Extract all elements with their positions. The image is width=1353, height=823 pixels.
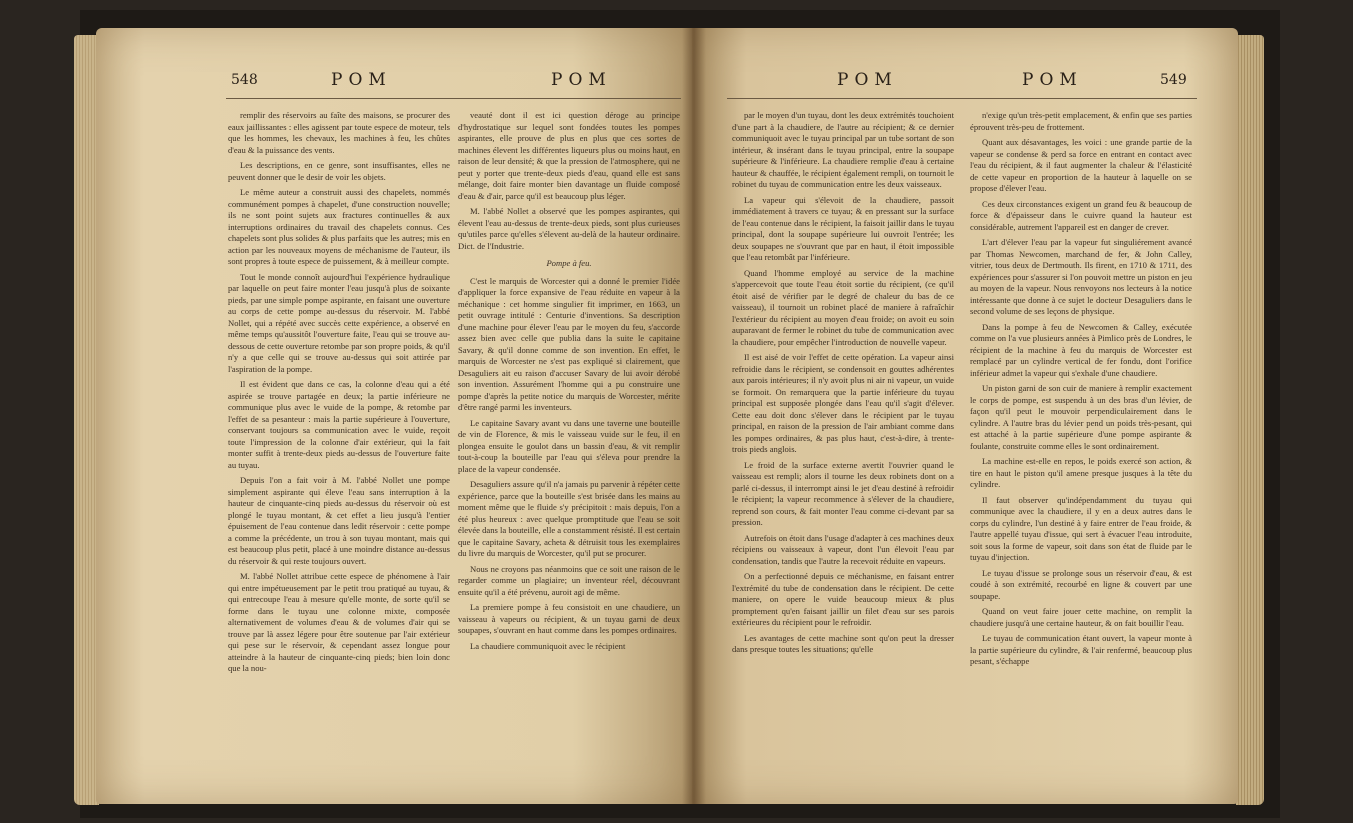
paragraph: Le tuyau d'issue se prolonge sous un réservoir d'eau, & est coudé à son extrémité, recourbé en ligne & couvert par une soupape. [970,567,1192,601]
paragraph: Dans la pompe à feu de Newcomen & Calley, exécutée comme on l'a vue plusieurs années à Pimlico près de Londres, le récipient de la machine à feu du marquis de Worcester est remplacé par un cylindre vertical de fer fondu, dont l'orifice inférieur admet la vapeur qui s'exhale d'une chaudiere. [970,321,1192,378]
paragraph: n'exige qu'un très-petit emplacement, & enfin que ses parties éprouvent très-peu de frottement. [970,110,1192,132]
paragraph: Il faut observer qu'indépendamment du tuyau qui communique avec la chaudiere, il y en a deux autres dans le corps du cylindre, l'un destiné à y faire entrer de l'eau froide, & l'autre appellé tuyau d'issue, qui sert à évacuer l'eau introduite, soit sous la forme de vapeur, soit dans son état de fluide par le tuyau d'injection. [970,494,1192,562]
paragraph: Ces deux circonstances exigent un grand feu & beaucoup de force & d'épaisseur dans le cuivre quand la hauteur est considérable, autrement l'appareil est en danger de crever. [970,198,1192,232]
gutter-shadow [682,28,706,804]
text-column-2 [458,110,680,804]
paragraph: veauté dont il est ici question déroge au principe d'hydrostatique sur lequel sont fondées toutes les pompes aspirantes, elle prouve de plus en plus que ces sortes de machines élevent les différentes liqueurs plus ou moins haut, en raison de leur densité; & que la pression de l'atmosphere, qui ne peut y porter que trente-deux pieds d'eau, quand elle est sans mélange, doit faire monter bien davantage un fluide composé d'eau & d'air, parce qu'il est beaucoup plus léger. [458,110,680,201]
paragraph: Tout le monde connoît aujourd'hui l'expérience hydraulique par laquelle on peut faire monter l'eau jusqu'à plus de soixante pieds, par une simple pompe aspirante, en faisant une ouverture au corps de cette pompe au-dessus du réservoir. M. l'abbé Nollet, qui a répété avec succès cette expérience, a observé en même temps qu'aussitôt l'ouverture faite, l'eau qui se trouve au-dessous de cette ouverture retombe par son propre poids, & qu'il n'y a que celle qui se trouve au-dessus qui soit attirée par l'aspiration de la pompe. [228,271,450,374]
paragraph: Il est évident que dans ce cas, la colonne d'eau qui a été aspirée se trouve partagée en deux; la partie inférieure ne communique plus avec le vuide de la pompe, & retombe par l'effet de sa pesanteur : mais la partie supérieure à l'ouverture, conservant toujours sa communication avec le vuide, reçoit toute l'impression de la colonne d'air extérieur, qui la fait monter suffit à trente-deux pieds au-dessus de l'ouverture faite au tuyau. [228,379,450,470]
paragraph: M. l'abbé Nollet attribue cette espece de phénomene à l'air qui entre impétueusement par le petit trou pratiqué au tuyau, & qui entrecoupe l'eau à mesure qu'elle monte, de sorte qu'il se forme dans le tuyau une colonne mixte, composée alternativement de volumes d'eau & de volumes d'air qui se trouve par là assez légere pour être soutenue par l'air extérieur qui pese sur le réservoir, & cependant assez longue pour atteindre à la hauteur de cinquante-cinq pieds; bien loin donc que la nou- [228,571,450,673]
paragraph: Il est aisé de voir l'effet de cette opération. La vapeur ainsi refroidie dans le récipient, se condensoit en gouttes adhérentes aux parois intérieures; il n'y avoit plus ni air ni vapeur, un vuide se formoit. On remarquera que la partie inférieure du tuyau principal est supposée plongée dans l'eau qu'il s'agit d'élever. Cette eau doit donc s'élever dans le récipient par le tuyau principal, en raison de la pression de l'air ambiant comme dans les pompes ordinaires, & pas plus haut, c'est-à-dire, à trente-trois pieds anglois. [732,352,954,454]
header-rule [727,98,1197,99]
page-number: 549 [1160,72,1187,88]
running-header-left: POM [331,70,392,90]
paragraph: La vapeur qui s'élevoit de la chaudiere, passoit immédiatement à travers ce tuyau; & en pressant sur la surface de l'eau contenue dans le récipient, la faisoit jaillir dans le tuyau principal, dont la soupape supérieure lui ouvroit l'entrée; les deux soupapes ne s'ouvrant que par en haut, il étoit impossible que l'eau retombât par l'inférieure. [732,194,954,262]
section-heading: Pompe à feu. [546,258,592,268]
text-column-2 [970,110,1192,804]
paragraph: Quant aux désavantages, les voici : une grande partie de la vapeur se condense & perd sa force en entrant en contact avec l'eau du récipient, & il faut augmenter la chaleur & l'élasticité de cette vapeur en proportion de la hauteur à laquelle on se propose d'élever l'eau. [970,137,1192,193]
right-page [692,28,1238,804]
running-header-left: POM [837,70,898,90]
text-column-1 [228,110,450,804]
paragraph: La chaudiere communiquoit avec le récipient [470,640,626,651]
paragraph: remplir des réservoirs au faîte des maisons, se procurer des eaux jaillissantes : elles agissent par toute espece de moteur, tels que les hommes, les chevaux, les machines à feu, les chûtes d'eau & la puissance des vents. [228,110,450,155]
paragraph: Le tuyau de communication étant ouvert, la vapeur monte à la partie supérieure du cylindre, & l'air renfermé, beaucoup plus pesant, s'échappe [970,633,1192,666]
paragraph: Depuis l'on a fait voir à M. l'abbé Nollet une pompe simplement aspirante qui éleve l'eau sans interruption à la hauteur de cinquante-cinq pieds au-dessus du réservoir où est plongé le tuyau montant, & cet effet a lieu jusqu'à l'entier épuisement de l'eau contenue dans ledit réservoir : cette pompe a comme la précédente, un trou à son tuyau montant, mais qui est beaucoup plus petit, placé à une moindre distance au-dessus du réservoir & qui reste toujours ouvert. [228,475,450,566]
paragraph: Le froid de la surface externe avertit l'ouvrier quand le vaisseau est rempli; alors il tourne les deux robinets dont on a parlé ci-dessus, il interrompt ainsi le jet d'eau destiné à refroidir le récipient; la vapeur recommence à s'élever de la chaudiere, reprend son cours, & fait monter l'eau comme ci-devant par sa pression. [732,459,954,527]
page-number: 548 [231,72,258,88]
paragraph: Nous ne croyons pas néanmoins que ce soit une raison de le regarder comme un plagiaire; un inventeur réel, découvrant ensuite qu'il a été prévenu, auroit agi de même. [458,563,680,597]
paragraph: C'est le marquis de Worcester qui a donné le premier l'idée d'appliquer la force expansive de l'eau réduite en vapeur à la méchanique : cet homme singulier fit imprimer, en 1663, un petit ouvrage intitulé : Centurie d'inventions. Sa description d'une machine pour élever l'eau par le moyen du feu, s'accorde assez bien avec celle que publia dans la suite le capitaine Savary, & qu'il donne comme de son invention. En effet, le marquis de Worcester ne s'est pas expliqué si clairement, que Desaguliers ait eu raison d'accuser Savary de lui avoir dérobé son invention. Assurément l'homme qui a pu construire une pompe d'après la petite notice du marquis de Worcester, mérite d'être rangé parmi les inventeurs. [458,275,680,412]
text-column-1 [732,110,954,804]
paragraph: par le moyen d'un tuyau, dont les deux extrémités touchoient d'une part à la chaudiere, de l'autre au récipient; & ce dernier communiquoit avec le tuyau principal par un tube sortant de son intérieur, & insérant dans le tuyau principal, entre la soupape supérieure & l'inférieure. La chaudiere remplie d'eau à certaine hauteur & chauffée, le récipient également rempli, on tournoit le robinet du tuyau de communication entre les deux vaisseaux. [732,110,954,189]
page-edges-right [1236,35,1264,805]
paragraph: La machine est-elle en repos, le poids exercé son action, & tire en haut le piston qu'il amene presque jusques à la tête du cylindre. [970,456,1192,489]
paragraph: Autrefois on étoit dans l'usage d'adapter à ces machines deux récipiens ou vaisseaux à vapeur, dont l'un élevoit l'eau par condensation, tandis que l'autre la recevoit réduite en vapeurs. [732,532,954,566]
paragraph: Les avantages de cette machine sont qu'on peut la dresser dans presque toutes les situations; qu'elle [732,632,954,654]
running-header-right: POM [551,70,612,90]
running-header-right: POM [1022,70,1083,90]
paragraph: On a perfectionné depuis ce méchanisme, en faisant entrer l'extrémité du tube de condensation dans le récipient. De cette maniere, on opere le vuide beaucoup mieux & plus promptement qu'en faisant jaillir un filet d'eau sur ses parois extérieures du récipient pour le refroidir. [732,571,954,627]
header-rule [226,98,681,99]
paragraph: La premiere pompe à feu consistoit en une chaudiere, un vaisseau à vapeurs ou récipient, & un tuyau garni de deux soupapes, s'ouvrant en haut comme dans les pompes ordinaires. [458,602,680,635]
paragraph: Desaguliers assure qu'il n'a jamais pu parvenir à répéter cette expérience, parce que la bouteille s'est brisée dans les mains au moment même que le fluide s'y précipitoit : mais depuis, l'on a été plus heureux : avec quelque promptitude que l'eau se soit élevée dans la bouteille, elle a constamment résisté. Il est certain que le capitaine Savary, acheta & détruisit tous les exemplaires du livre du marquis de Worcester, qu'il put se procurer. [458,479,680,558]
paragraph: Le capitaine Savary avant vu dans une taverne une bouteille de vin de Florence, & mis le vaisseau vuide sur le feu, il en plongea ensuite le goulot dans un bassin d'eau, & vit remplir tout-à-coup la bouteille par l'eau qui s'éleva pour prendre la place de la vapeur condensée. [458,417,680,474]
paragraph: Quand on veut faire jouer cette machine, on remplit la chaudiere jusqu'à une certaine hauteur, & on fait bouillir l'eau. [970,606,1192,628]
paragraph: Les descriptions, en ce genre, sont insuffisantes, elles ne peuvent donner que le desir de voir les objets. [228,160,450,182]
left-page [96,28,692,804]
paragraph: Un piston garni de son cuir de maniere à remplir exactement le corps de pompe, est suspendu à un des bras d'un lévier, de façon qu'il peut le mouvoir perpendiculairement dans le cylindre. A l'autre bras du lévier pend un poids très-pesant, qui est attaché à la partie supérieure d'une pompe aspirante & foulante, construite comme elles le sont ordinairement. [970,383,1192,451]
paragraph: Le même auteur a construit aussi des chapelets, nommés communément pompes à chapelet, d'une construction nouvelle; ils ne sont point sujets aux fractures continuelles & aux interruptions ordinaires du travail des chapelets connus. Ces chapelets sont plus solides & plus parfaits que les autres; mis en action par les nouveaux moyens de méchanisme de l'auteur, ils sont propres à toute espece de puissement, & à meilleur compte. [228,187,450,266]
paragraph: Quand l'homme employé au service de la machine s'appercevoit que toute l'eau étoit sortie du récipient, (ce qu'il étoit aisé de vérifier par le degré de chaleur du bas de ce vaisseau), il tournoit un robinet placé de maniere à rafraîchir l'extérieur du récipient au moyen d'eau froide; on avoit eu soin auparavant de fermer le robinet du tube de communication avec la chaudiere, pour empêcher l'introduction de nouvelle vapeur. [732,267,954,347]
paragraph: L'art d'élever l'eau par la vapeur fut singuliérement avancé par Thomas Newcomen, marchand de fer, & John Calley, vitrier, tous deux de Dertmouth. Ils firent, en 1710 & 1711, des expériences pour s'assurer si l'on pouvoit mettre un piston en jeu au moyen de la vapeur. Nous renvoyons nos lecteurs à la notice intéressante que donne à ce sujet le docteur Desaguliers dans le second volume de ses leçons de physique. [970,237,1192,316]
paragraph: M. l'abbé Nollet a observé que les pompes aspirantes, qui élevent l'eau au-dessus de trente-deux pieds, sont plus curieuses qu'utiles parce qu'elles s'élevent au-delà de la hauteur ordinaire. Dict. de l'Industrie. [458,206,680,251]
